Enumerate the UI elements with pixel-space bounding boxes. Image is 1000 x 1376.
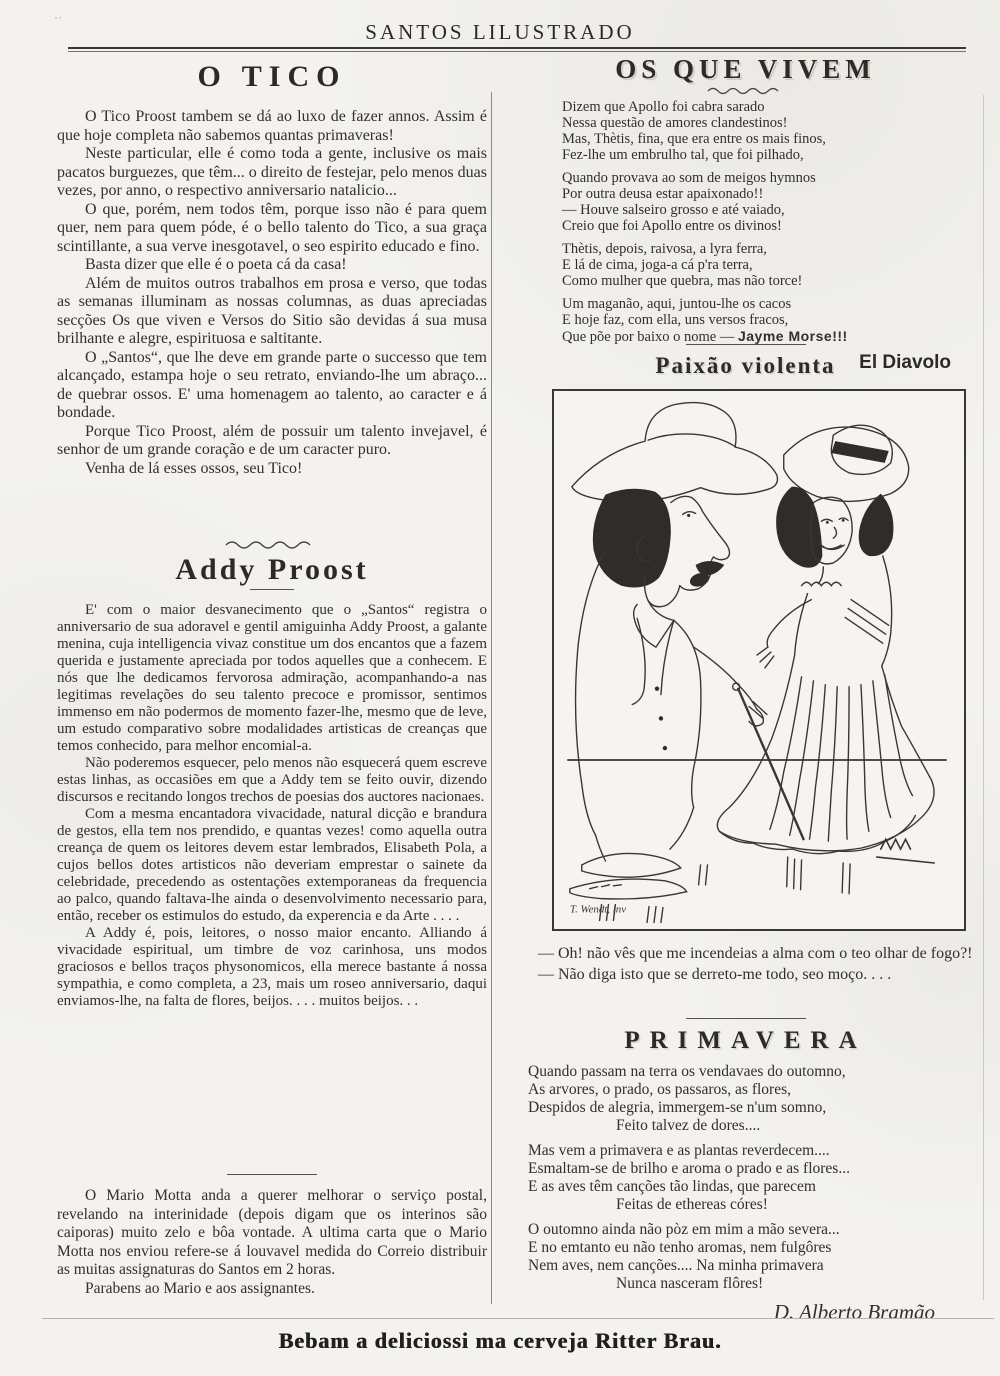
section-divider bbox=[227, 1174, 317, 1175]
poem-line: Despidos de alegria, immergem-se n'um somno, bbox=[528, 1099, 827, 1116]
poem-line: Quando passam na terra os vendavaes do outomno, bbox=[528, 1063, 846, 1080]
poem-line-prefix: Que põe por baixo o nome — bbox=[562, 329, 738, 345]
stanza bbox=[562, 170, 973, 234]
poem-body bbox=[518, 1063, 973, 1293]
dialogue-line: — Não diga isto que se derreto-me todo, seo moço. . . . bbox=[538, 965, 892, 983]
poem-line: Um maganão, aqui, juntou-lhe os cacos bbox=[562, 296, 792, 312]
poem-line: Mas, Thètis, fina, que era entre os mais finos, bbox=[562, 131, 826, 147]
article-o-tico bbox=[57, 60, 487, 478]
squiggle-ornament bbox=[706, 87, 786, 95]
poem-body bbox=[518, 99, 973, 345]
cartoon-illustration bbox=[554, 391, 960, 925]
paragraph: Não poderemos esquecer, pelo menos não esquecerá quem escreve estas linhas, as occasiões em que a Addy tem se feito ouvir, dizendo discursos e recitando longos trechos de poesias dos auctores nacionaes. bbox=[57, 755, 487, 805]
cartoon-dialogue bbox=[518, 944, 973, 985]
column-divider bbox=[491, 92, 492, 1304]
poem-line: Nem aves, nem canções.... Na minha primavera bbox=[528, 1257, 824, 1274]
squiggle-ornament bbox=[224, 540, 320, 549]
poem-line: Mas vem a primavera e as plantas reverdecem.... bbox=[528, 1142, 830, 1159]
stanza bbox=[562, 241, 973, 289]
artist-monogram bbox=[877, 839, 934, 863]
masthead-title: SANTOS LILUSTRADO bbox=[365, 20, 635, 44]
poem-line-jayme bbox=[562, 328, 973, 345]
poem-primavera bbox=[518, 1018, 973, 1325]
paragraph: E' com o maior desvanecimento que o „Santos“ registra o anniversario de sua adoravel e gentil amiguinha Addy Proost, a galante menina, cuja intelligencia vivaz constitue um dos encantos que a fazem querida e justamente apreciada por todos aquelles que a conhecem. E nós que lhe dedicamos fervorosa admiração, acompanhando-a nas legitimas revelações do seu talento precoce e promissor, sentimos immenso em não podermos de momento fazer-lhe, mesmo que de leve, um estudo comparativo sobre modalidades artisticas de creanças que temos conhecido, para melhor encomial-a. bbox=[57, 602, 487, 754]
paragraph: Basta dizer que elle é o poeta cá da casa! bbox=[85, 256, 347, 273]
paragraph: O que, porém, nem todos têm, porque isso não é para quem quer, nem para quem póde, é o bello talento do Tico, a sua graça scintillante, a sua verve inesgotavel, o seo espirito educado e fino. bbox=[57, 200, 487, 255]
poem-line: E lá de cima, joga-a cá p'ra terra, bbox=[562, 257, 753, 273]
note-mario-motta bbox=[57, 1162, 487, 1298]
stanza bbox=[562, 99, 973, 163]
paragraph: Além de muitos outros trabalhos em prosa e verso, que todas as semanas illuminam as nossas columnas, as duas apreciadas secções Os que viven e Versos do Sitio são devidas á sua musa brilhante e alegre, espirituosa e saltitante. bbox=[57, 274, 487, 347]
paragraph: O „Santos“, que lhe deve em grande parte o successo que tem alcançado, estampa hoje o seu retrato, enviando-lhe um abraço... de quebrar ossos. E' uma homenagem ao talento, ao caracter e á bondade. bbox=[57, 348, 487, 421]
poem-os-que-vivem bbox=[518, 54, 973, 374]
cartoon-frame bbox=[552, 389, 966, 931]
signature-el-diavolo: El Diavolo bbox=[859, 352, 951, 373]
cartoon-title: Paixão violenta bbox=[655, 353, 836, 378]
footer-advertisement: Bebam a deliciossi ma cerveja Ritter Brau. bbox=[278, 1328, 722, 1353]
poem-line: As arvores, o prado, os passaros, as flores, bbox=[528, 1081, 792, 1098]
paragraph: Parabens ao Mario e aos assignantes. bbox=[85, 1279, 315, 1297]
poem-line: E hoje faz, com ella, uns versos fracos, bbox=[562, 312, 789, 328]
dialogue-line: — Oh! não vês que me incendeias a alma com o teo olhar de fogo?! bbox=[538, 945, 973, 962]
poem-line: Dizem que Apollo foi cabra sarado bbox=[562, 99, 765, 115]
stanza bbox=[528, 1142, 973, 1214]
scan-speck: ˙˙ bbox=[54, 14, 62, 28]
heading-rule bbox=[250, 589, 294, 590]
poem-title-os-que-vivem: OS QUE VIVEM bbox=[615, 54, 876, 84]
poem-line: Por outra deusa estar apaixonado!! bbox=[562, 186, 764, 202]
masthead-rule bbox=[68, 47, 966, 52]
paragraph: O Mario Motta anda a querer melhorar o serviço postal, revelando na interinidade (depois digam que os interinos são caiporas) muito zelo e bôa vontade. A ultima carta que o Mario Motta nos enviou refere-se á louvavel medida do Correio distribuir as muitas assignaturas do Santos em 2 horas. bbox=[57, 1187, 487, 1278]
poem-line: Esmaltam-se de brilho e aroma o prado e as flores... bbox=[528, 1160, 850, 1177]
stanza bbox=[562, 296, 973, 345]
article-title-o-tico: O TICO bbox=[197, 60, 347, 93]
poem-line: E no emtanto eu não tenho aromas, nem fulgôres bbox=[528, 1239, 832, 1256]
poem-line: Nunca nasceram flôres! bbox=[616, 1275, 764, 1292]
poem-line: E as aves têm canções tão lindas, que parecem bbox=[528, 1178, 816, 1195]
paragraph: A Addy é, pois, leitores, o nosso maior encanto. Alliando á vivacidade espiritual, um timbre de voz carinhosa, uns modos graciosos e bellos traços physonomicos, ella merece bastante á nossa sympathia, e como completa, a 23, mais um roseo anniversario, daqui enviamos-lhe, na falta de flores, beijos. . . . muitos beijos. . . bbox=[57, 925, 487, 1009]
paragraph: O Tico Proost tambem se dá ao luxo de fazer annos. Assim é que hoje completa não sabemos quantas primaveras! bbox=[57, 108, 487, 144]
jayme-morse-name: Jayme Morse!!! bbox=[737, 328, 848, 344]
cartoon-linework bbox=[568, 403, 946, 923]
poem-line: Thètis, depois, raivosa, a lyra ferra, bbox=[562, 241, 767, 257]
poem-line: Feito talvez de dores.... bbox=[616, 1117, 761, 1134]
poem-line: Quando provava ao som de meigos hymnos bbox=[562, 170, 816, 186]
paragraph: Com a mesma encantadora vivacidade, natural dicção e brandura de gestos, ella tem nos prendido, e quantas vezes! como aquella outra creança de quem os leitores devem estar lembrados, Elisabeth Pola, a cujos bellos dotes artisticos não deveriam emprestar o sainete da celebridade, precedendo as ostentações extemporaneas da frequencia ao palco, quando faltava-lhe ainda o desenvolvimento necessario para, então, receber os estimulos do estudo, da experencia e da Arte . . . . bbox=[57, 806, 487, 924]
article-title-addy-proost: Addy Proost bbox=[175, 553, 369, 586]
poem-line: O outomno ainda não pòz em mim a mão severa... bbox=[528, 1221, 840, 1238]
cartoon-artist-signature: T. Wendt, inv bbox=[569, 903, 627, 916]
paragraph: Porque Tico Proost, além de possuir um talento invejavel, é senhor de um grande coração e de um caracter puro. bbox=[57, 422, 487, 458]
poem-line: Fez-lhe um embrulho tal, que foi pilhado, bbox=[562, 147, 804, 163]
poem-title-primavera: PRIMAVERA bbox=[624, 1027, 867, 1054]
signature-alberto-bramao: D. Alberto Bramão bbox=[773, 1300, 935, 1324]
poem-line: Nessa questão de amores clandestinos! bbox=[562, 115, 788, 131]
section-divider bbox=[686, 1018, 806, 1019]
cartoon-section bbox=[518, 344, 973, 931]
article-addy-proost bbox=[57, 540, 487, 1010]
poem-line: Creio que foi Apollo entre os divinos! bbox=[562, 218, 782, 234]
poem-line: — Houve salseiro grosso e até vaiado, bbox=[562, 202, 785, 218]
footer-rule bbox=[42, 1318, 994, 1319]
poem-line: Feitas de ethereas córes! bbox=[616, 1196, 768, 1213]
poem-line: Como mulher que quebra, mas não torce! bbox=[562, 273, 803, 289]
stanza bbox=[528, 1221, 973, 1293]
section-divider bbox=[686, 344, 806, 345]
paragraph: Neste particular, elle é como toda a gente, inclusive os mais pacatos burguezes, que têm... o direito de festejar, pelo menos duas vezes, por anno, o respectivo anniversario natalicio... bbox=[57, 145, 487, 199]
stanza bbox=[528, 1063, 973, 1135]
right-margin-rule bbox=[983, 95, 984, 1300]
woman-figure bbox=[717, 425, 934, 894]
paragraph: Venha de lá esses ossos, seu Tico! bbox=[85, 459, 303, 477]
